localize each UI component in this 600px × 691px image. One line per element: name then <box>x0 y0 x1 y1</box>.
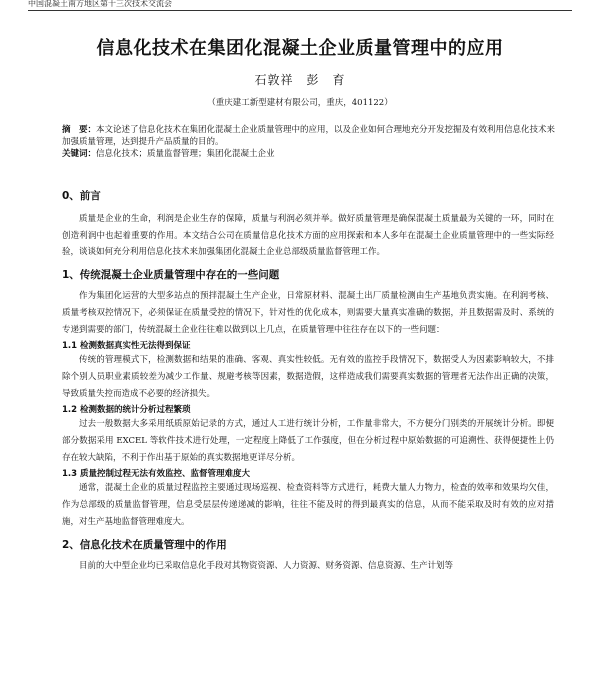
section-0-heading: 0、前言 <box>62 190 101 202</box>
section-1-paragraph: 作为集团化运营的大型多站点的预拌混凝土生产企业，日常原材料、混凝土出厂质量检测由生产基地负责实施。在利润考核、质量考核双控情况下，必须保证在质量受控的情况下，针对性的优化成本，则需要大量真实准确的数据，并且数据需及时、系统的专递到需要的部门，传统混凝土企业往往难以做到以上几点，在质量管理中往往存在以下的一些问题： <box>62 291 554 335</box>
keywords-text: 信息化技术；质量监督管理；集团化混凝土企业 <box>96 149 275 159</box>
paper-affiliation: （重庆建工新型建材有限公司，重庆，401122） <box>207 98 393 108</box>
section-2-heading: 2、信息化技术在质量管理中的作用 <box>62 538 227 551</box>
abstract-label: 摘 要： <box>62 125 97 135</box>
keywords <box>62 148 556 160</box>
section-1-2-paragraph: 过去一般数据大多采用纸质原始记录的方式，通过人工进行统计分析，工作量非常大，不方便分门别类的开展统计分析。即便部分数据采用 EXCEL 等软件技术进行处理，一定程度上降低了工作强度，但在分析过程中原始数据的可追溯性、获得便捷性上仍存在较大缺陷，不利于作出基于原始的真实数据地更详尽分析。 <box>62 419 554 463</box>
section-1-3-paragraph: 通常，混凝土企业的质量过程监控主要通过现场巡视、检查资料等方式进行，耗费大量人力物力，检查的效率和效果均欠佳，作为总部级的质量监督管理，信息受层层传递递减的影响，往往不能及时的得到最真实的信息，从而不能采取及时有效的应对措施，对生产基地监督管理难度大。 <box>62 483 554 527</box>
section-2-paragraph: 目前的大中型企业均已采取信息化手段对其物资资源、人力资源、财务资源、信息资源、生产计划等 <box>79 560 454 571</box>
section-1-3-heading: 1.3 质量控制过程无法有效监控、监督管理难度大 <box>62 469 251 480</box>
abstract-block <box>62 124 556 160</box>
keywords-label: 关键词： <box>62 149 97 159</box>
header-rule <box>28 10 572 11</box>
abstract <box>62 124 556 148</box>
paper-title: 信息化技术在集团化混凝土企业质量管理中的应用 <box>96 38 504 59</box>
running-header: 中国混凝土南方地区第十三次技术交流会 <box>28 0 172 8</box>
paper-body <box>62 188 554 574</box>
section-1-heading: 1、传统混凝土企业质量管理中存在的一些问题 <box>62 269 280 282</box>
abstract-text: 本文论述了信息化技术在集团化混凝土企业质量管理中的应用，以及企业如何合理地充分开发挖掘及有效利用信息化技术来加强质量管理，达到提升产品质量的目的。 <box>62 125 556 147</box>
paper-authors: 石敦祥 彭 育 <box>254 73 346 87</box>
section-1-1-heading: 1.1 检测数据真实性无法得到保证 <box>62 341 191 352</box>
section-1-1-paragraph: 传统的管理模式下，检测数据和结果的准确、客观、真实性较低。无有效的监控手段情况下，数据受人为因素影响较大，不排除个别人员职业素质较差为减少工作量、规避考核等因素，数据造假，这样造成我们需要真实数据的管理者无法作出正确的决策，导致质量失控而造成不必要的经济损失。 <box>62 355 554 399</box>
section-0-paragraph: 质量是企业的生命，利润是企业生存的保障，质量与利润必须并举。做好质量管理是确保混凝土质量最为关键的一环，同时在创造利润中也起着重要的作用。本文结合公司在质量信息化技术方面的应用探索和本人多年在混凝土企业质量管理中的一些实际经验，谈谈如何充分利用信息化技术来加强集团化混凝土企业总部级质量监督管理工作。 <box>62 214 554 258</box>
section-1-2-heading: 1.2 检测数据的统计分析过程繁琐 <box>62 405 191 416</box>
